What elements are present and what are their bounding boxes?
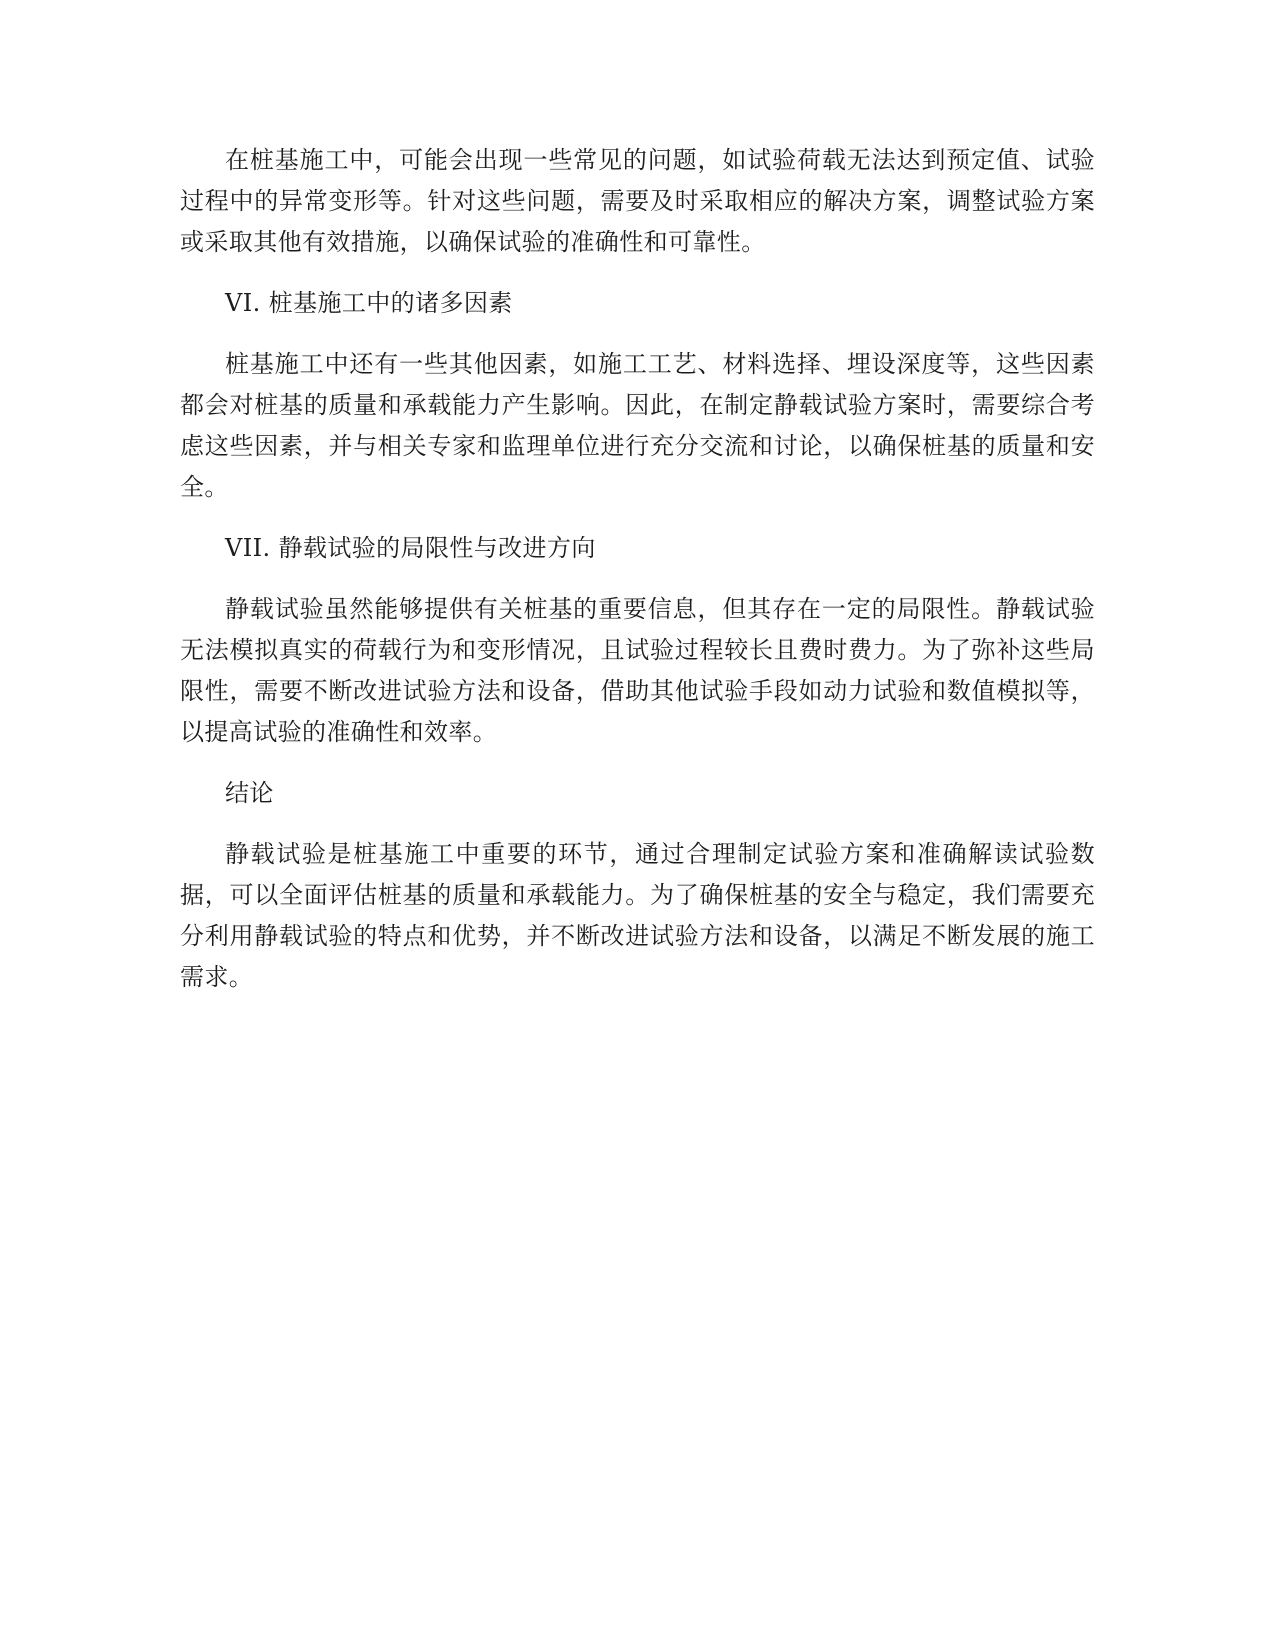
paragraph-conclusion: 静载试验是桩基施工中重要的环节，通过合理制定试验方案和准确解读试验数据，可以全面评估桩基的质量和承载能力。为了确保桩基的安全与稳定，我们需要充分利用静载试验的特点和优势，并不断改进试验方法和设备，以满足不断发展的施工需求。 [180,840,1095,991]
section-heading-conclusion: 结论 [225,779,274,807]
paragraph-other-factors: 桩基施工中还有一些其他因素，如施工工艺、材料选择、埋设深度等，这些因素都会对桩基的质量和承载能力产生影响。因此，在制定静载试验方案时，需要综合考虑这些因素，并与相关专家和监理单位进行充分交流和讨论，以确保桩基的质量和安全。 [180,350,1095,501]
document-body [180,140,1095,1018]
section-heading-vii: VII. 静载试验的局限性与改进方向 [225,534,596,562]
section-heading-vi: VI. 桩基施工中的诸多因素 [225,289,513,317]
paragraph-limitations: 静载试验虽然能够提供有关桩基的重要信息，但其存在一定的局限性。静载试验无法模拟真实的荷载行为和变形情况，且试验过程较长且费时费力。为了弥补这些局限性，需要不断改进试验方法和设备，借助其他试验手段如动力试验和数值模拟等，以提高试验的准确性和效率。 [180,595,1095,746]
paragraph-common-problems: 在桩基施工中，可能会出现一些常见的问题，如试验荷载无法达到预定值、试验过程中的异常变形等。针对这些问题，需要及时采取相应的解决方案，调整试验方案或采取其他有效措施，以确保试验的准确性和可靠性。 [180,146,1095,256]
